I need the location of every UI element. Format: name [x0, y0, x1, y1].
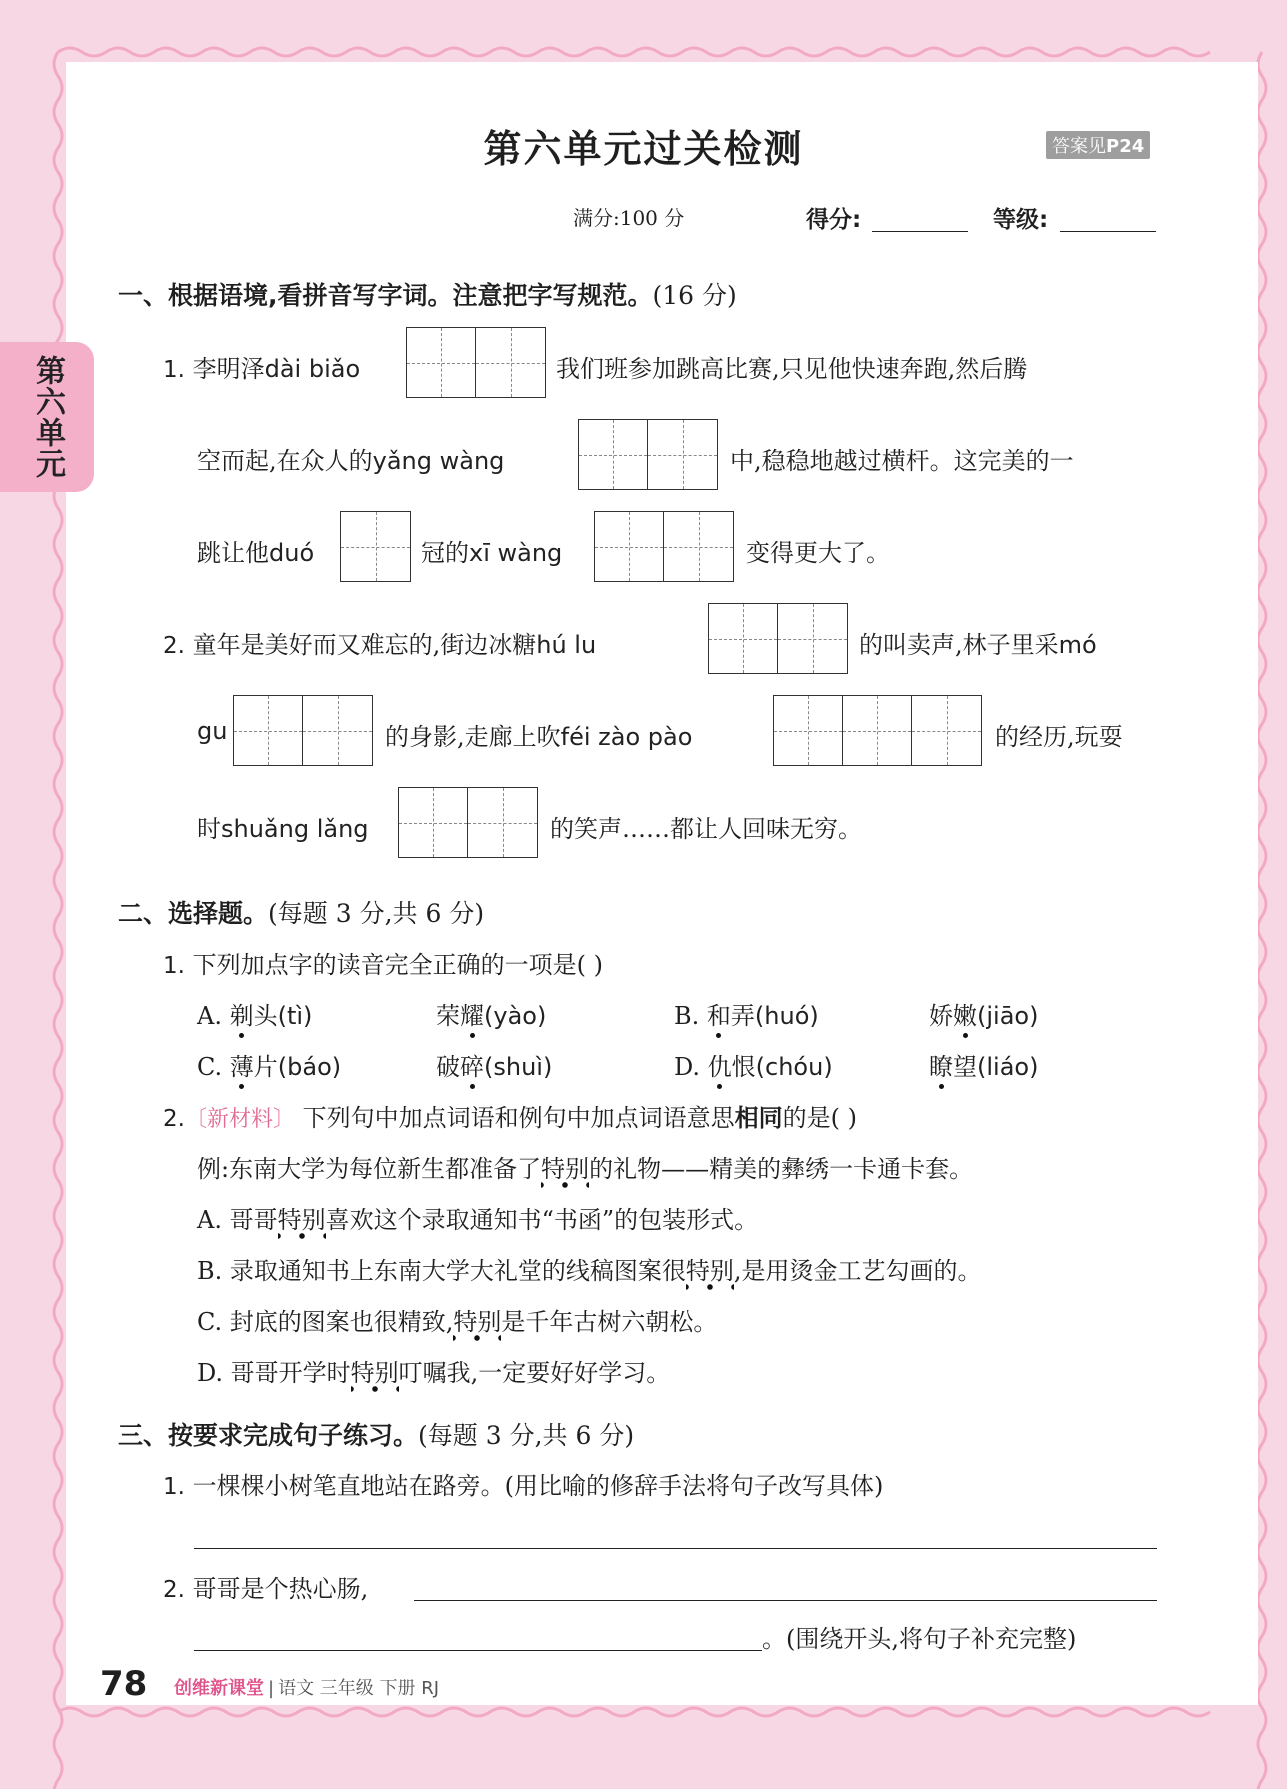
- dotted-char: 碎: [460, 1047, 484, 1082]
- pinyin: dài biǎo: [264, 355, 361, 383]
- grid-cell[interactable]: [595, 512, 664, 581]
- s2-q2-example: [197, 1149, 973, 1184]
- grade-field[interactable]: [1060, 231, 1156, 232]
- text: 录取通知书上东南大学大礼堂的线稿图案很: [229, 1257, 686, 1285]
- text: 下列句中加点词语和例句中加点词语意思: [302, 1104, 735, 1132]
- text: 冠的: [421, 539, 469, 567]
- new-material-tag: 〔新材料〕: [184, 1107, 295, 1132]
- section1-points: (16 分): [652, 281, 737, 310]
- grid-cell[interactable]: [341, 512, 410, 581]
- pinyin: (shuì): [484, 1053, 553, 1081]
- section1-heading: [118, 276, 737, 312]
- s1-q1-line1-left: [163, 349, 360, 384]
- full-score-label: 满分:100 分: [573, 206, 685, 230]
- grid-cell[interactable]: [234, 696, 303, 765]
- writing-grid-xiwang[interactable]: [594, 511, 734, 582]
- dotted-word: 特别: [541, 1155, 589, 1189]
- separator: |: [268, 1678, 275, 1699]
- pinyin: yǎng wàng: [372, 447, 505, 475]
- pinyin: (huó): [754, 1002, 819, 1030]
- option-letter: A.: [197, 1002, 222, 1030]
- dotted-char: 耀: [460, 996, 484, 1031]
- page-number: 78: [100, 1664, 148, 1704]
- question-number: 2.: [163, 633, 185, 659]
- char: 望: [953, 1053, 977, 1081]
- char: 片: [253, 1053, 278, 1081]
- text: 李明泽: [192, 355, 265, 383]
- option-letter: B.: [674, 1002, 700, 1030]
- s1-q1-line3-right: 变得更大了。: [746, 539, 890, 567]
- section2-heading: [118, 894, 484, 930]
- text: 喜欢这个录取通知书“书函”的包装形式。: [325, 1206, 759, 1234]
- option-letter: C.: [197, 1053, 223, 1081]
- grid-cell[interactable]: [579, 420, 648, 489]
- text: 的礼物——精美的彝绣一卡通卡套。: [589, 1155, 974, 1183]
- s2-q1-option-d1[interactable]: [674, 1047, 833, 1082]
- pinyin: gu: [197, 717, 228, 745]
- s2-q2-option-a[interactable]: [197, 1200, 758, 1235]
- section3-title: 三、按要求完成句子练习。: [118, 1421, 419, 1450]
- pinyin: (chóu): [755, 1053, 833, 1081]
- s3-q2-answer-line-1[interactable]: [414, 1600, 1157, 1601]
- option-letter: A.: [197, 1206, 222, 1234]
- grid-cell[interactable]: [843, 696, 912, 765]
- question-number: 1.: [163, 1474, 185, 1500]
- pinyin: shuǎng lǎng: [221, 815, 369, 843]
- grid-cell[interactable]: [664, 512, 733, 581]
- s2-q1-option-c2: [436, 1047, 552, 1082]
- section2-title: 二、选择题。: [118, 899, 269, 928]
- grid-cell[interactable]: [399, 788, 468, 857]
- writing-grid-shuanglang[interactable]: [398, 787, 538, 858]
- grid-cell[interactable]: [648, 420, 717, 489]
- dotted-char: 薄: [230, 1047, 254, 1082]
- grid-cell[interactable]: [778, 604, 847, 673]
- pinyin: duó: [269, 539, 315, 567]
- grid-cell[interactable]: [476, 328, 545, 397]
- s2-q1-option-b1[interactable]: [674, 996, 819, 1031]
- option-letter: C.: [197, 1308, 223, 1336]
- s2-q1-option-b2: [929, 996, 1038, 1031]
- pinyin: (liáo): [977, 1053, 1039, 1081]
- text: ,是用烫金工艺勾画的。: [733, 1257, 982, 1285]
- text: 封底的图案也很精致,: [229, 1308, 454, 1336]
- text: 是千年古树六朝松。: [501, 1308, 718, 1336]
- text: 童年是美好而又难忘的,街边冰糖: [192, 631, 537, 659]
- s3-q2: [163, 1569, 368, 1604]
- text: 跳让他: [197, 539, 269, 567]
- dotted-word: 特别: [278, 1206, 326, 1240]
- text: 叮嘱我,一定要好好学习。: [398, 1359, 671, 1387]
- dotted-word: 特别: [453, 1308, 501, 1342]
- answer-reference-badge: [1046, 131, 1150, 159]
- s2-q1-stem: [163, 945, 603, 980]
- s2-q2-option-b[interactable]: [197, 1251, 982, 1286]
- score-field[interactable]: [872, 231, 968, 232]
- grid-cell[interactable]: [912, 696, 981, 765]
- option-letter: B.: [197, 1257, 223, 1285]
- s3-q2-tail: 。(围绕开头,将句子补充完整): [762, 1625, 1077, 1653]
- text: 空而起,在众人的: [197, 447, 373, 475]
- score-label: 得分:: [806, 207, 862, 233]
- answer-reference-label: 答案见: [1052, 136, 1106, 157]
- s1-q1-line3-mid: [421, 533, 562, 568]
- grid-cell[interactable]: [709, 604, 778, 673]
- bold-text: 相同: [734, 1103, 783, 1132]
- footer-info: [174, 1674, 439, 1700]
- s1-q2-line3-left: [197, 809, 369, 844]
- s1-q2-line1-left: [163, 625, 596, 660]
- pinyin: hú lu: [536, 631, 597, 659]
- grid-cell[interactable]: [303, 696, 372, 765]
- unit-side-tab: [0, 342, 94, 492]
- question-number: 1.: [163, 357, 185, 383]
- unit-side-tab-label: 第六单元: [30, 355, 65, 479]
- question-number: 2.: [163, 1106, 185, 1132]
- writing-grid-duo[interactable]: [340, 511, 411, 582]
- char: 荣: [436, 1002, 460, 1030]
- section1-title: 一、根据语境,看拼音写字词。注意把字写规范。: [118, 281, 653, 310]
- writing-grid-mogu[interactable]: [233, 695, 373, 766]
- pinyin: xī wàng: [469, 539, 563, 567]
- question-number: 2.: [163, 1577, 185, 1603]
- char: 娇: [929, 1002, 953, 1030]
- s2-q2-stem: [163, 1098, 857, 1133]
- writing-grid-feizaopao[interactable]: [773, 695, 982, 766]
- dotted-char: 和: [707, 996, 731, 1031]
- char: 破: [436, 1053, 460, 1081]
- grid-cell[interactable]: [774, 696, 843, 765]
- s2-q1-option-c1[interactable]: [197, 1047, 341, 1082]
- text: 哥哥开学时: [230, 1359, 351, 1387]
- s3-q1-answer-line[interactable]: [194, 1548, 1157, 1549]
- dotted-char: 瞭: [929, 1047, 953, 1082]
- pinyin: (yào): [484, 1002, 547, 1030]
- char: 恨: [731, 1053, 756, 1081]
- answer-reference-page: P24: [1106, 136, 1145, 157]
- writing-grid-daibiao[interactable]: [406, 327, 546, 398]
- text: 下列加点字的读音完全正确的一项是( ): [192, 951, 603, 979]
- s2-q1-option-d2: [929, 1047, 1038, 1082]
- grid-cell[interactable]: [407, 328, 476, 397]
- page-title: 第六单元过关检测: [483, 127, 804, 171]
- s2-q2-option-d[interactable]: [197, 1353, 670, 1388]
- section3-heading: [118, 1416, 634, 1452]
- grade-label: 等级:: [993, 207, 1049, 233]
- text: 的叫卖声,林子里采: [859, 631, 1059, 659]
- text: 的是( ): [782, 1104, 857, 1132]
- text: 时: [197, 815, 221, 843]
- s2-q2-option-c[interactable]: [197, 1302, 717, 1337]
- s1-q1-line2-right: 中,稳稳地越过横杆。这完美的一: [730, 447, 1074, 475]
- grid-cell[interactable]: [468, 788, 537, 857]
- dotted-char: 剃: [230, 996, 254, 1031]
- s1-q1-line2-left: [197, 441, 504, 476]
- dotted-char: 嫩: [953, 996, 977, 1031]
- dotted-char: 仇: [708, 1047, 732, 1082]
- pinyin: (tì): [277, 1002, 313, 1030]
- s3-q2-answer-line-2[interactable]: [194, 1650, 762, 1651]
- s2-q1-option-a2: [436, 996, 546, 1031]
- text: 一棵棵小树笔直地站在路旁。(用比喻的修辞手法将句子改写具体): [192, 1472, 884, 1500]
- s1-q2-line2-left: [197, 717, 227, 745]
- writing-grid-yangwang[interactable]: [578, 419, 718, 490]
- section2-points: (每题 3 分,共 6 分): [268, 899, 485, 928]
- writing-grid-hulu[interactable]: [708, 603, 848, 674]
- pinyin: féi zào pào: [560, 723, 693, 751]
- text: 哥哥是个热心肠,: [192, 1575, 369, 1603]
- s1-q2-line2-mid: [385, 717, 692, 752]
- option-letter: D.: [197, 1359, 224, 1387]
- s1-q2-line2-right: 的经历,玩耍: [995, 723, 1123, 751]
- text: 哥哥: [229, 1206, 278, 1234]
- question-number: 1.: [163, 953, 185, 979]
- option-letter: D.: [674, 1053, 701, 1081]
- text: 的身影,走廊上吹: [385, 723, 561, 751]
- text: 例:东南大学为每位新生都准备了: [197, 1155, 542, 1183]
- s3-q1: [163, 1466, 883, 1501]
- s1-q1-line3-left: [197, 533, 314, 568]
- s1-q2-line3-right: 的笑声……都让人回味无穷。: [550, 815, 862, 843]
- dotted-word: 特别: [351, 1359, 399, 1393]
- brand-name: 创维新课堂: [174, 1678, 264, 1699]
- dotted-word: 特别: [686, 1257, 734, 1291]
- s1-q2-line1-right: [859, 625, 1097, 660]
- pinyin: mó: [1058, 631, 1097, 659]
- pinyin: (jiāo): [977, 1002, 1039, 1030]
- s1-q1-line1-right: 我们班参加跳高比赛,只见他快速奔跑,然后腾: [556, 355, 1028, 383]
- book-info: 语文 三年级 下册 RJ: [278, 1678, 440, 1699]
- char: 头: [253, 1002, 278, 1030]
- char: 弄: [730, 1002, 755, 1030]
- s2-q1-option-a1[interactable]: [197, 996, 312, 1031]
- section3-points: (每题 3 分,共 6 分): [418, 1421, 635, 1450]
- pinyin: (báo): [277, 1053, 342, 1081]
